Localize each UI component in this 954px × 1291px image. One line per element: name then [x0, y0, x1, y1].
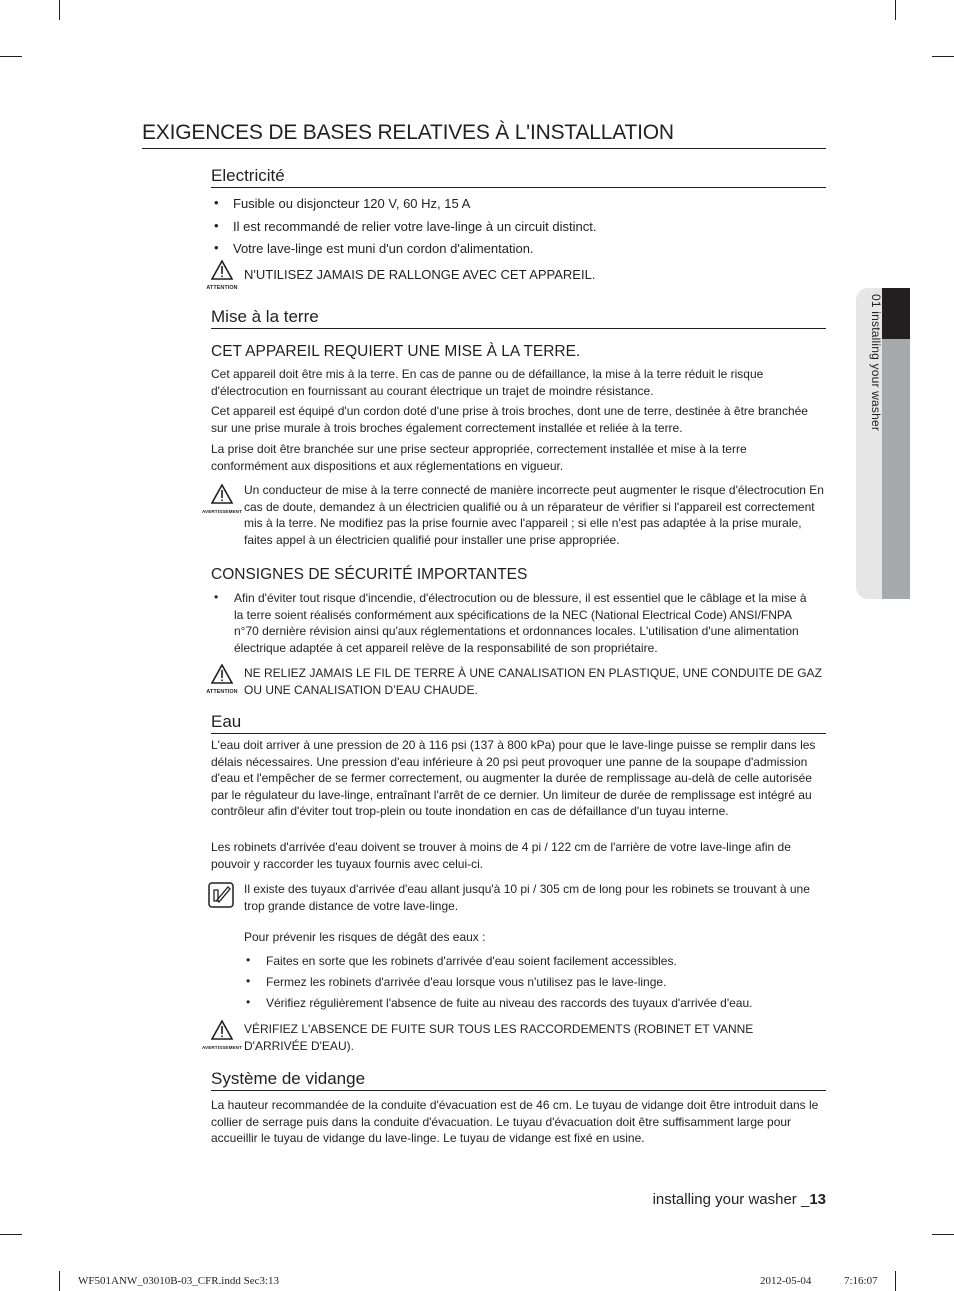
- subheading: CONSIGNES DE SÉCURITÉ IMPORTANTES: [211, 566, 528, 583]
- page-number: 13: [809, 1191, 826, 1208]
- note-text: Il existe des tuyaux d'arrivée d'eau allant jusqu'à 10 pi / 305 cm de long pour les robinets se trouvant à une trop grande distance de votre lave-linge.: [244, 882, 810, 913]
- warning-icon: [201, 1020, 243, 1050]
- crop-mark: [0, 1234, 22, 1235]
- list-item: Vérifiez régulièrement l'absence de fuite au niveau des raccords des tuyaux d'arrivée d'eau.: [266, 996, 753, 1010]
- page-title: EXIGENCES DE BASES RELATIVES À L'INSTALLATION: [142, 120, 826, 149]
- warning-text: N'UTILISEZ JAMAIS DE RALLONGE AVEC CET APPAREIL.: [244, 267, 596, 282]
- bullet-dot: •: [214, 240, 219, 255]
- paragraph: Cet appareil doit être mis à la terre. En cas de panne ou de défaillance, la mise à la terre réduit le risque d'électrocution en fournissant au courant électrique un trajet de moindre résistance.: [211, 367, 764, 398]
- warning-text: VÉRIFIEZ L'ABSENCE DE FUITE SUR TOUS LES RACCORDEMENTS (ROBINET ET VANNE D'ARRIVÉE D'EAU).: [244, 1022, 754, 1053]
- attention-icon: [201, 664, 243, 695]
- footer-text: installing your washer _: [652, 1191, 810, 1208]
- side-tab-marker: [882, 288, 910, 339]
- side-tab-bar: [882, 339, 910, 599]
- side-tab-label: 01 installing your washer: [869, 294, 883, 432]
- crop-mark: [932, 56, 954, 57]
- slug-time: 7:16:07: [844, 1275, 878, 1287]
- subheading: CET APPAREIL REQUIERT UNE MISE À LA TERRE.: [211, 343, 581, 360]
- bullet-dot: •: [214, 218, 219, 233]
- warning-text: NE RELIEZ JAMAIS LE FIL DE TERRE À UNE CANALISATION EN PLASTIQUE, UNE CONDUITE DE GAZ OU UNE CANALISATION D’EAU CHAUDE.: [244, 666, 822, 697]
- crop-mark: [895, 0, 896, 20]
- page-footer: [600, 1191, 826, 1208]
- slug-file: WF501ANW_03010B-03_CFR.indd Sec3:13: [78, 1275, 280, 1287]
- crop-mark: [932, 1234, 954, 1235]
- crop-mark: [59, 0, 60, 20]
- note-icon: [208, 882, 234, 913]
- warning-label: AVERTISSEMENT: [201, 509, 242, 514]
- warning-label: AVERTISSEMENT: [201, 1045, 242, 1050]
- list-item: Il est recommandé de relier votre lave-linge à un circuit distinct.: [233, 219, 597, 234]
- list-item: Afin d'éviter tout risque d'incendie, d'électrocution ou de blessure, il est essentiel que le câblage et la mise à la terre soient réalisés conformément aux spécifications de la NEC (National Electrical Code) ANSI/FNPA n°70 dernière révision ainsi qu'aux réglementations et ordonnances locales. L'utilisation d'une alimentation électrique adaptée à cet appareil relève de la responsabilité de son propriétaire.: [234, 591, 807, 655]
- warning-label: ATTENTION: [206, 689, 238, 695]
- slug-date: 2012-05-04: [760, 1275, 812, 1287]
- section-heading-eau: Eau: [211, 712, 826, 734]
- section-heading-electricite: Electricité: [211, 166, 826, 188]
- paragraph: Les robinets d'arrivée d'eau doivent se trouver à moins de 4 pi / 122 cm de l'arrière de votre lave-linge afin de pouvoir y raccorder les tuyaux fournis avec celui-ci.: [211, 840, 791, 871]
- bullet-dot: •: [214, 590, 219, 604]
- attention-icon: [201, 260, 243, 291]
- paragraph: L'eau doit arriver à une pression de 20 à 116 psi (137 à 800 kPa) pour que le lave-linge puisse se remplir dans les délais nécessaires. Une pression d'eau inférieure à 20 psi peut provoquer une panne de la soupape d'admission d'eau et l'empêcher de se fermer correctement, ou augmenter la durée de remplissage au-delà de celle autorisée par le régulateur du lave-linge, entraînant l'arrêt de ce dernier. Un limiteur de durée de remplissage est intégré au contrôleur afin d'éviter tout trop-plein ou toute inondation en cas de défaillance d'un tuyau interne.: [211, 738, 816, 818]
- bullet-dot: •: [246, 953, 251, 967]
- section-heading-vidange: Système de vidange: [211, 1069, 826, 1091]
- bullet-dot: •: [246, 974, 251, 988]
- crop-mark: [0, 56, 22, 57]
- warning-label: ATTENTION: [206, 285, 238, 291]
- list-item: Fusible ou disjoncteur 120 V, 60 Hz, 15 A: [233, 196, 471, 211]
- section-heading-terre: Mise à la terre: [211, 307, 826, 329]
- list-item: Faites en sorte que les robinets d'arrivée d'eau soient facilement accessibles.: [266, 954, 677, 968]
- crop-mark: [59, 1271, 60, 1291]
- paragraph: La prise doit être branchée sur une prise secteur appropriée, correctement installée et mise à la terre conformément aux dispositions et aux réglementations en vigueur.: [211, 442, 747, 473]
- warning-text: Un conducteur de mise à la terre connecté de manière incorrecte peut augmenter le risque d'électrocution En cas de doute, demandez à un électricien qualifié ou à un réparateur de vérifier si l'appareil est correctement mis à la terre. Ne modifiez pas la prise fournie avec l'appareil ; si elle n'est pas adaptée à la prise murale, faites appel à un électricien qualifié pour installer une prise appropriée.: [244, 483, 824, 547]
- list-item: Fermez les robinets d'arrivée d'eau lorsque vous n'utilisez pas le lave-linge.: [266, 975, 667, 989]
- paragraph: La hauteur recommandée de la conduite d'évacuation est de 46 cm. Le tuyau de vidange doit être introduit dans le collier de serrage puis dans la conduite d'évacuation. Le tuyau d'évacuation doit être suffisamment large pour accueillir le tuyau de vidange du lave-linge. Le tuyau de vidange est fixé en usine.: [211, 1098, 819, 1145]
- warning-icon: [201, 484, 243, 514]
- bullet-dot: •: [214, 195, 219, 210]
- note-intro: Pour prévenir les risques de dégât des eaux :: [244, 930, 486, 944]
- paragraph: Cet appareil est équipé d'un cordon doté d'une prise à trois broches, dont une de terre, destinée à être branchée sur une prise murale à trois broches également correctement installée et reliée à la terre.: [211, 404, 808, 435]
- crop-mark: [895, 1271, 896, 1291]
- bullet-dot: •: [246, 995, 251, 1009]
- list-item: Votre lave-linge est muni d'un cordon d'alimentation.: [233, 241, 534, 256]
